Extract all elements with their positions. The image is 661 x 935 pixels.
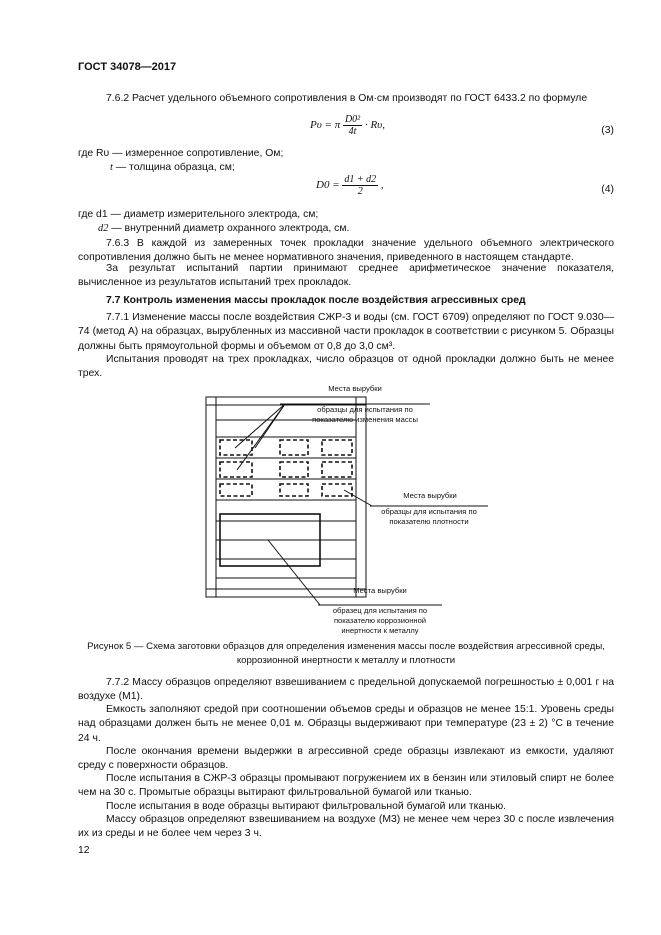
label-1-title: Места вырубки (328, 384, 382, 393)
label-2-description: образцы для испытания по показателю плотности (381, 507, 477, 526)
section-7-7-title: 7.7 Контроль изменения массы прокладок после воздействия агрессивных сред (106, 295, 526, 306)
paragraph-after-water: После испытания в воде образцы вытирают фильтровальной бумагой или тканью. (106, 801, 507, 812)
paragraph-after-szhr3: После испытания в СЖР-3 образцы промывают погружением их в бензин или этиловый спирт не более чем на 30 с. Промытые образцы вытирают фильтровальной бумагой или тканью. (78, 773, 614, 799)
def-rv-symbol: где Rυ (78, 148, 110, 159)
label-3-description: образец для испытания по показателю коррозионной инертности к металлу (332, 606, 428, 635)
section-7-6-3-result: За результат испытаний партии принимают среднее арифметическое значение показателя, вычисленное из результатов испытаний трех прокладок. (78, 263, 614, 289)
paragraph-container-fill: Емкость заполняют средой при соотношении объемов среды и образцов не менее 15:1. Уровень среды над образцами должен быть не менее 0,01 м. Образцы выдерживают при температуре (23 ± 2) °С в течение 24 ч. (78, 704, 614, 744)
def-rv-text: — измеренное сопротивление, Ом; (112, 148, 284, 159)
label-1-description: образцы для испытания по показателю изменения массы (312, 405, 418, 424)
def-t-text: — толщина образца, см; (115, 162, 235, 174)
density-sample-cutout (322, 462, 352, 477)
formula-4-lhs: D0 = (316, 179, 340, 192)
section-7-6-3: 7.6.3 В каждой из замеренных точек прокладки значение удельного объемного электрического сопротивления должно быть не менее нормативного значения, приведенного в настоящем стандарте. (78, 238, 614, 264)
label-3-title: Места вырубки (353, 586, 407, 595)
def-d1-symbol: где d1 (78, 209, 108, 220)
section-7-7-2: 7.7.2 Массу образцов определяют взвешиванием с предельной допускаемой погрешностью ± 0,001 г на воздухе (M1). (78, 677, 614, 703)
def-d1-text: — диаметр измерительного электрода, см; (110, 209, 319, 220)
density-sample-cutout (280, 440, 308, 455)
density-sample-cutout (322, 484, 352, 496)
formula-4-rhs: , (380, 179, 384, 192)
formula-4-number: (4) (601, 184, 614, 195)
mass-sample-cutout (220, 462, 252, 477)
section-7-7-1: 7.7.1 Изменение массы после воздействия СЖР-3 и воды (см. ГОСТ 6709) определяют по ГОСТ 9.030—74 (метод А) на образцах, вырубленных из массивной части прокладок в соответствии с рисунком 5. Образцы должны быть прямоугольной формы и объемом от 0,8 до 3,0 см³. (78, 312, 614, 352)
section-7-6-2: 7.6.2 Расчет удельного объемного сопротивления в Ом·см производят по ГОСТ 6433.2 по формуле (106, 93, 588, 104)
section-7-7-1-tests: Испытания проводят на трех прокладках, число образцов от одной прокладки должно быть не менее трех. (78, 354, 614, 380)
formula-4-denominator: 2 (357, 186, 363, 197)
paragraph-after-exposure: После окончания времени выдержки в агрессивной среде образцы извлекают из емкости, удаляют среду с поверхности образцов. (78, 746, 614, 772)
formula-3-denominator: 4t (348, 126, 357, 137)
gasket-outline (206, 397, 366, 597)
document-header: ГОСТ 34078—2017 (78, 61, 177, 73)
def-d2-symbol: d2 (98, 223, 109, 235)
label-2-leader (344, 490, 372, 506)
formula-3-number: (3) (601, 125, 614, 136)
density-sample-cutout (280, 462, 308, 477)
formula-3-numerator: D0² (344, 114, 361, 125)
formula-4-numerator: d1 + d2 (344, 174, 377, 185)
formula-3-rhs: · Rυ, (364, 119, 385, 132)
label-2-title: Места вырубки (403, 491, 457, 500)
formula-3-lhs: Pυ = π (310, 119, 341, 132)
def-t-symbol: t (110, 162, 113, 174)
label-3-leader (268, 540, 320, 605)
density-sample-cutout (280, 484, 308, 496)
density-sample-cutout (322, 440, 352, 455)
paragraph-final-weighing: Массу образцов определяют взвешиванием на воздухе (M3) не менее чем через 30 с после извлечения их из среды и не более чем через 3 ч. (78, 814, 614, 840)
page-number: 12 (78, 845, 90, 856)
mass-sample-cutout (220, 484, 252, 496)
figure-5-caption: Рисунок 5 — Схема заготовки образцов для определения изменения массы после воздействия агрессивной среды, коррозионной инертности к металлу и плотности (87, 641, 605, 666)
def-d2-text: — внутренний диаметр охранного электрода, см. (111, 223, 350, 235)
